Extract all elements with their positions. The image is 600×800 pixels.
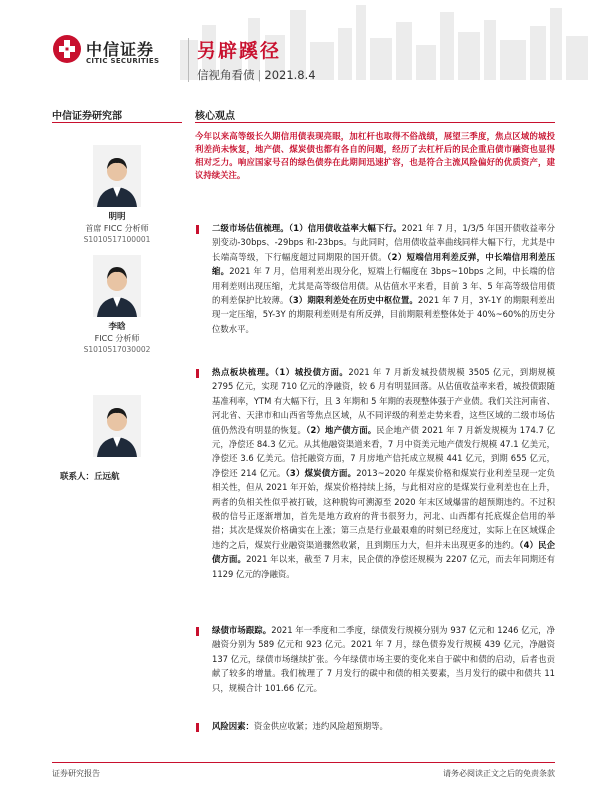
footer-rule: [52, 762, 555, 763]
sub-heading: （1）信用债收益率大幅下行。: [288, 223, 402, 233]
logo-english-name: CITIC SECURITIES: [86, 57, 160, 65]
analyst-card: [52, 145, 182, 244]
analyst-photo: [93, 145, 141, 207]
report-title: 另辟蹊径: [197, 40, 282, 62]
header-divider: [188, 38, 189, 82]
footer-disclaimer: 请务必阅读正文之后的免责条款: [443, 769, 555, 778]
analyst-license-id: S1010517030002: [83, 345, 151, 354]
bullet-marker: [196, 627, 199, 636]
green-bond-paragraph: [212, 623, 555, 695]
report-header: [0, 0, 600, 92]
footer-report-type: 证券研究报告: [52, 769, 100, 778]
series-name: 信视角看债: [197, 68, 255, 82]
para-heading: 风险因素：: [212, 721, 254, 731]
hot-sectors-paragraph: [212, 365, 555, 581]
para-text: 2021 年 7 月，1/3/5 年国开债收益率分别变动-30bps、-29bps 和-23bps。与此同时，信用债收益率曲线同样大幅下行，尤其是中长端高等级，下行幅度超过同期限的国开债。: [212, 223, 556, 262]
sub-heading: （3）煤炭债方面。: [285, 467, 357, 478]
sub-heading: （2）短端信用利差反弹，中长端信用利差压缩。: [212, 251, 555, 277]
analyst-title: FICC 分析师: [94, 334, 140, 343]
report-date: 2021.8.4: [264, 68, 316, 82]
analyst-title: 首席 FICC 分析师: [85, 224, 149, 233]
risk-factors-paragraph: [212, 719, 555, 733]
core-view-summary: 今年以来高等级长久期信用债表现亮眼，加杠杆也取得不俗战绩，展望三季度，焦点区域的城投利差尚未恢复，地产债、煤炭债也都有各自的问题，经历了去杠杆后的民企重启债市融资也显得相对乏力。响应国家号召的绿色债券在此期间迅速扩容，也是符合主流风险偏好的优质资产，建议持续关注。: [195, 131, 555, 180]
bullet-marker: [196, 225, 199, 234]
para-text: 2021 年 7 月，信用利差出现分化，短端上行幅度在 3bps~10bps 之间，中长端的信用利差则出现压缩，尤其是高等级信用债。从估值水平来看，目前 3 年、5 年高等级信用债的利差保护比较薄。: [212, 266, 555, 306]
contact-photo: [93, 395, 141, 457]
analyst-photo: [93, 255, 141, 317]
para-text: 2013~2020 年煤炭价格和煤炭行业利差呈现一定负相关性，但从 2021 年开始，煤炭价格持续上扬，与此相对应的是煤炭行业利差也在上升，两者的负相关性似乎被打破，这种脱钩可溯源至 2020 年末区域爆雷的超预期违约。不过积极的信号正逐渐增加，首先是地方政府的背书很努力，河北、山西都有托底煤企信用的举措；其次是煤炭价格确实在上涨；第三点是行业最艰难的时刻已经度过，实际上在区域煤企违约之后，煤炭行业融资渠道骤然收紧，且到期压力大，但并未出现更多的违约。: [212, 467, 555, 550]
para-heading: 热点板块梳理。: [212, 367, 275, 377]
sub-heading: （3）期限利差处在历史中枢位置。: [288, 295, 418, 306]
analyst-license-id: S1010517100001: [83, 235, 151, 244]
sub-heading: （2）地产债方面。: [306, 424, 377, 435]
para-text: 2021 年 7 月新发城投债规模 3505 亿元，到期规模 2795 亿元，实现 710 亿元的净融资，较 6 月有明显回落。从估值收益率来看，城投债跟随基准利率，YTM 有大幅下行，且 3 年期和 5 年期的表现整体强于产业债。我们关注河南省、河北省、天津市和山西省等焦点区域，从不同评级的利差走势来看，这些区域的二级市场估值仍然没有明显的恢复。: [212, 367, 555, 435]
bullet-marker: [196, 723, 199, 732]
para-text: 2021 年一季度和二季度，绿债发行规模分别为 937 亿元和 1246 亿元，净融资分别为 589 亿元和 923 亿元。2021 年 7 月，绿色债券发行规模 439 亿元，净融资 137 亿元，绿债市场继续扩张。今年绿债市场主要的变化来自于碳中和债的启动，后者也贡献了较多的增量。我们梳理了 7 月发行的碳中和债的相关要素，当月发行的碳中和债共 11 只，规模合计 101.66 亿元。: [212, 625, 556, 693]
core-view-heading: 核心观点: [195, 111, 235, 122]
bullet-marker: [196, 369, 199, 378]
sub-heading: （4）民企债方面。: [212, 539, 556, 565]
para-heading: 二级市场估值梳理。: [212, 223, 289, 233]
contact-person: 联系人：丘远航: [60, 472, 120, 482]
analyst-name: 明明: [108, 212, 126, 222]
right-heading-rule: [195, 122, 555, 123]
citic-logo-icon: [52, 34, 82, 64]
sub-heading: （1）城投债方面。: [274, 367, 349, 377]
para-text: 2021 年 7 月，3Y-1Y 的期限利差出现一定压缩，5Y-3Y 的期限利差则是有所反弹，目前期限利差整体处于 40%~60%的历史分位数水平。: [212, 295, 556, 334]
analyst-card: [52, 255, 182, 354]
logo-chinese-name: 中信证券: [86, 40, 155, 59]
analyst-name: 李晗: [108, 322, 126, 332]
para-text: 资金供应收紧；违约风险超预期等。: [253, 721, 388, 731]
para-text: 2021 年以来，截至 7 月末，民企债的净偿还规模为 2207 亿元，而去年同期还有 1129 亿元的净融资。: [212, 554, 556, 579]
para-text: 民企地产债 2021 年 7 月新发规模为 174.7 亿元，净偿还 84.3 亿元。从其他融资渠道来看，7 月中资美元地产债发行规模 47.1 亿美元，净偿还 3.6 亿美元。信托融资方面，7 月房地产信托成立规模 441 亿元，到期 655 亿元，净偿还 214 亿元。: [212, 424, 555, 478]
research-dept-heading: 中信证券研究部: [52, 111, 122, 122]
para-heading: 绿债市场跟踪。: [212, 625, 272, 635]
report-subtitle: 信视角看债 | 2021.8.4: [197, 68, 316, 82]
secondary-market-paragraph: [212, 221, 555, 336]
left-heading-rule: [52, 122, 182, 123]
